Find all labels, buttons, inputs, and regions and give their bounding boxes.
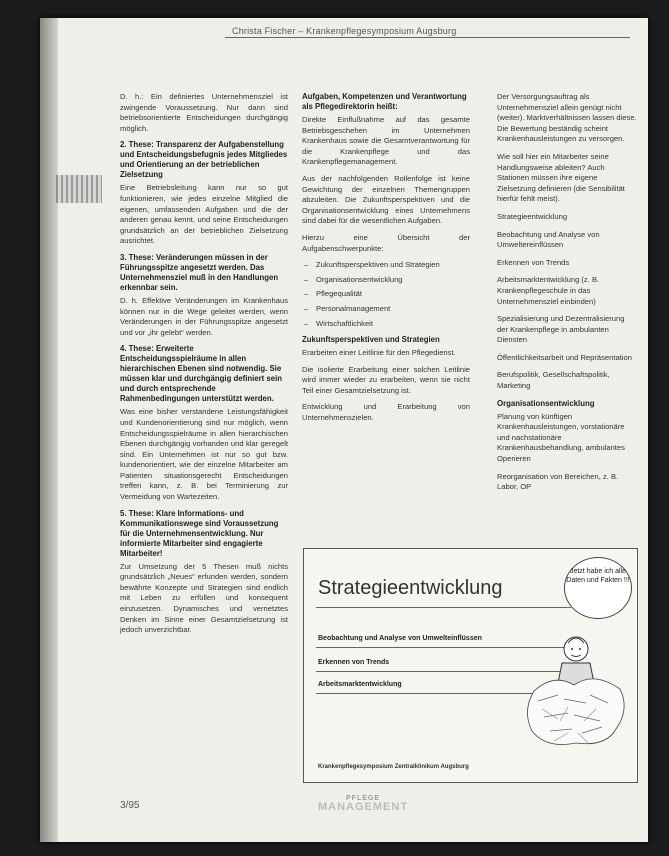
col3-paragraph: Planung von künftigen Krankenhausleistungen, vorstationäre und nachstationäre Krankenhausbehandlung, ambulantes Operieren bbox=[497, 411, 625, 464]
figure-rule bbox=[316, 607, 571, 608]
thesis-3-text: D. h. Effektive Veränderungen im Krankenhaus können nur in die Wege geleitet werden, wenn Veränderungen in der Führungsspitze angesetzt und vor „ihr gelebt“ werden. bbox=[120, 295, 288, 337]
list-item: – Pflegequalität bbox=[302, 289, 470, 300]
list-item: – Zukunftsperspektiven und Strategien bbox=[302, 260, 470, 271]
thesis-3-heading: 3. These: Veränderungen müssen in der Führungsspitze angesetzt werden. Das Unternehmensziel muß in den Handlungen erkennbar sein. bbox=[120, 252, 279, 292]
list-item: – Personalmanagement bbox=[302, 304, 470, 315]
header-rule bbox=[225, 37, 630, 38]
margin-decoration bbox=[56, 175, 102, 203]
figure-caption: Krankenpflegesymposium Zentralklinikum Augsburg bbox=[318, 764, 469, 770]
perspectives-paragraph-1: Erarbeiten einer Leitlinie für den Pflegedienst. bbox=[302, 348, 456, 358]
tasks-paragraph-2: Aus der nachfolgenden Rollenfolge ist keine Gewichtung der einzelnen Themengruppen abzuleiten. Die Zukunftsperspektiven und die Organisationsentwicklung eines Unternehmens sind dabei für die wesentlichen Aufgaben. bbox=[302, 173, 470, 226]
perspectives-paragraph-2: Die isolierte Erarbeitung einer solchen Leitlinie wird immer wieder zu erarbeiten, wenn sie nicht Teil einer Gesamtzielsetzung ist. bbox=[302, 364, 470, 395]
tasks-paragraph-3: Hierzu eine Übersicht der Aufgabenschwerpunkte: bbox=[302, 232, 470, 253]
figure-title: Strategieentwicklung bbox=[318, 577, 503, 599]
col3-paragraph: Wie soll hier ein Mitarbeiter seine Handlungsweise ableiten? Auch Stationen müssen ihre eigene Zielsetzung definieren (die Sensibilität hierfür fehlt meist). bbox=[497, 151, 625, 204]
logo-text: MANAGEMENT bbox=[318, 801, 409, 813]
page-number: 3/95 bbox=[120, 800, 140, 811]
perspectives-paragraph-3: Entwicklung und Erarbeitung von Unternehmenszielen. bbox=[302, 402, 470, 423]
list-item: – Wirtschaftlichkeit bbox=[302, 319, 470, 330]
col3-paragraph: Öffentlichkeitsarbeit und Repräsentation bbox=[497, 352, 632, 362]
column-2 bbox=[302, 92, 470, 430]
col3-paragraph: Reorganisation von Bereichen, z. B. Labor, OP bbox=[497, 471, 619, 492]
list-item: – Organisationsentwicklung bbox=[302, 275, 470, 286]
col3-paragraph: Der Versorgungsauftrag als Unternehmensziel allein genügt nicht (weiter). Marktverhältnissen lassen diese. Die Bewertung beständig scheint Krankenhausleistungen zu versorgen. bbox=[497, 92, 637, 144]
col3-paragraph: Arbeitsmarktentwicklung (z. B. Krankenpflegeschule in das Unternehmensziel einbinden) bbox=[497, 275, 600, 306]
tasks-heading: Aufgaben, Kompetenzen und Verantwortung als Pflegedirektorin heißt: bbox=[302, 92, 467, 111]
col3-paragraph: Berufspolitik, Gesellschaftspolitik, Marketing bbox=[497, 370, 610, 391]
strategy-figure-box bbox=[303, 548, 638, 783]
column-1 bbox=[120, 92, 288, 642]
figure-item: Beobachtung und Analyse von Umwelteinflüssen bbox=[318, 635, 482, 642]
col3-paragraph: Spezialisierung und Dezentralisierung der Krankenpflege in ambulanten Diensten bbox=[497, 314, 625, 345]
running-header: Christa Fischer – Krankenpflegesymposium Augsburg bbox=[232, 26, 457, 36]
col3-paragraph: Strategieentwicklung bbox=[497, 211, 568, 221]
thesis-2-heading: 2. These: Transparenz der Aufgabenstellung und Entscheidungsbefugnis jedes Mitgliedes und Orientierung an der betrieblichen Zielsetzung bbox=[120, 140, 288, 180]
col3-paragraph: Beobachtung und Analyse von Umweltereinflüssen bbox=[497, 229, 600, 250]
speech-bubble: Jetzt habe ich alle Daten und Fakten !!! bbox=[564, 557, 632, 619]
thesis-5-heading: 5. These: Klare Informations- und Kommunikationswege sind Voraussetzung für die Unternehmensentwicklung. Nur informierte Mitarbeiter sind engagierte Mitarbeiter! bbox=[120, 508, 279, 558]
figure-item: Arbeitsmarktentwicklung bbox=[318, 681, 402, 688]
thesis-4-text: Was eine bisher verstandene Leistungsfähigkeit und Kundenorientierung sind nur möglich, wenn Entscheidungsspielräume in allen hierarchischen Ebenen durchgängig vorhanden und klar geregelt sind. Ein Unternehmen ist nur so gut bzw. kundenorientiert, wie der einzelne Mitarbeiter am Patienten situationsgerecht Entscheidungen treffen kann, z. B. bei Terminierung zur Vermeidung von Wartezeiten. bbox=[120, 407, 288, 502]
cartoon-figure-icon bbox=[504, 629, 634, 769]
thesis-4-heading: 4. These: Erweiterte Entscheidungsspielräume in allen hierarchischen Ebenen sind notwendig. Sie müssen klar und durchgängig definiert sein und durch entsprechende Rahmenbedingungen unterstützt werden. bbox=[120, 344, 283, 404]
figure-item: Erkennen von Trends bbox=[318, 659, 390, 666]
col3-paragraph: Erkennen von Trends bbox=[497, 257, 570, 267]
column-3 bbox=[497, 92, 637, 500]
book-spine bbox=[40, 18, 58, 842]
thesis-5-text: Zur Umsetzung der 5 Thesen muß nichts grundsätzlich „Neues“ erfunden werden, sondern bewährte Konzepte und Strategien sind endlich mit Leben zu erfüllen und konsequent einzusetzen. Dynamisches und vernetztes Denken im Sinne einer Gesamtzielsetzung ist jedoch unverzichtbar. bbox=[120, 561, 288, 635]
intro-paragraph: D. h.: Ein definiertes Unternehmensziel ist zwingende Voraussetzung. Nur dann sind betriebsorientierte Entscheidungen durchgängig möglich. bbox=[120, 92, 288, 133]
logo-small-text: PFLEGE bbox=[346, 795, 381, 802]
perspectives-heading: Zukunftsperspektiven und Strategien bbox=[302, 335, 440, 345]
organisation-heading: Organisationsentwicklung bbox=[497, 398, 595, 408]
tasks-paragraph-1: Direkte Einflußnahme auf das gesamte Betriebsgeschehen im Unternehmen Krankenhaus sowie die Gesamtverantwortung für die Krankenpflege und das Krankenpflegemanagement. bbox=[302, 115, 470, 167]
thesis-2-text: Eine Betriebsleitung kann nur so gut funktionieren, wie jedes einzelne Mitglied die eigenen, umfassenden Aufgaben und die der anderen genau kennt, und seine Entscheidungen grundsätzlich an der betrieblichen Zielsetzung ausrichtet. bbox=[120, 183, 288, 246]
magazine-logo bbox=[318, 794, 408, 812]
focus-list bbox=[302, 260, 470, 329]
